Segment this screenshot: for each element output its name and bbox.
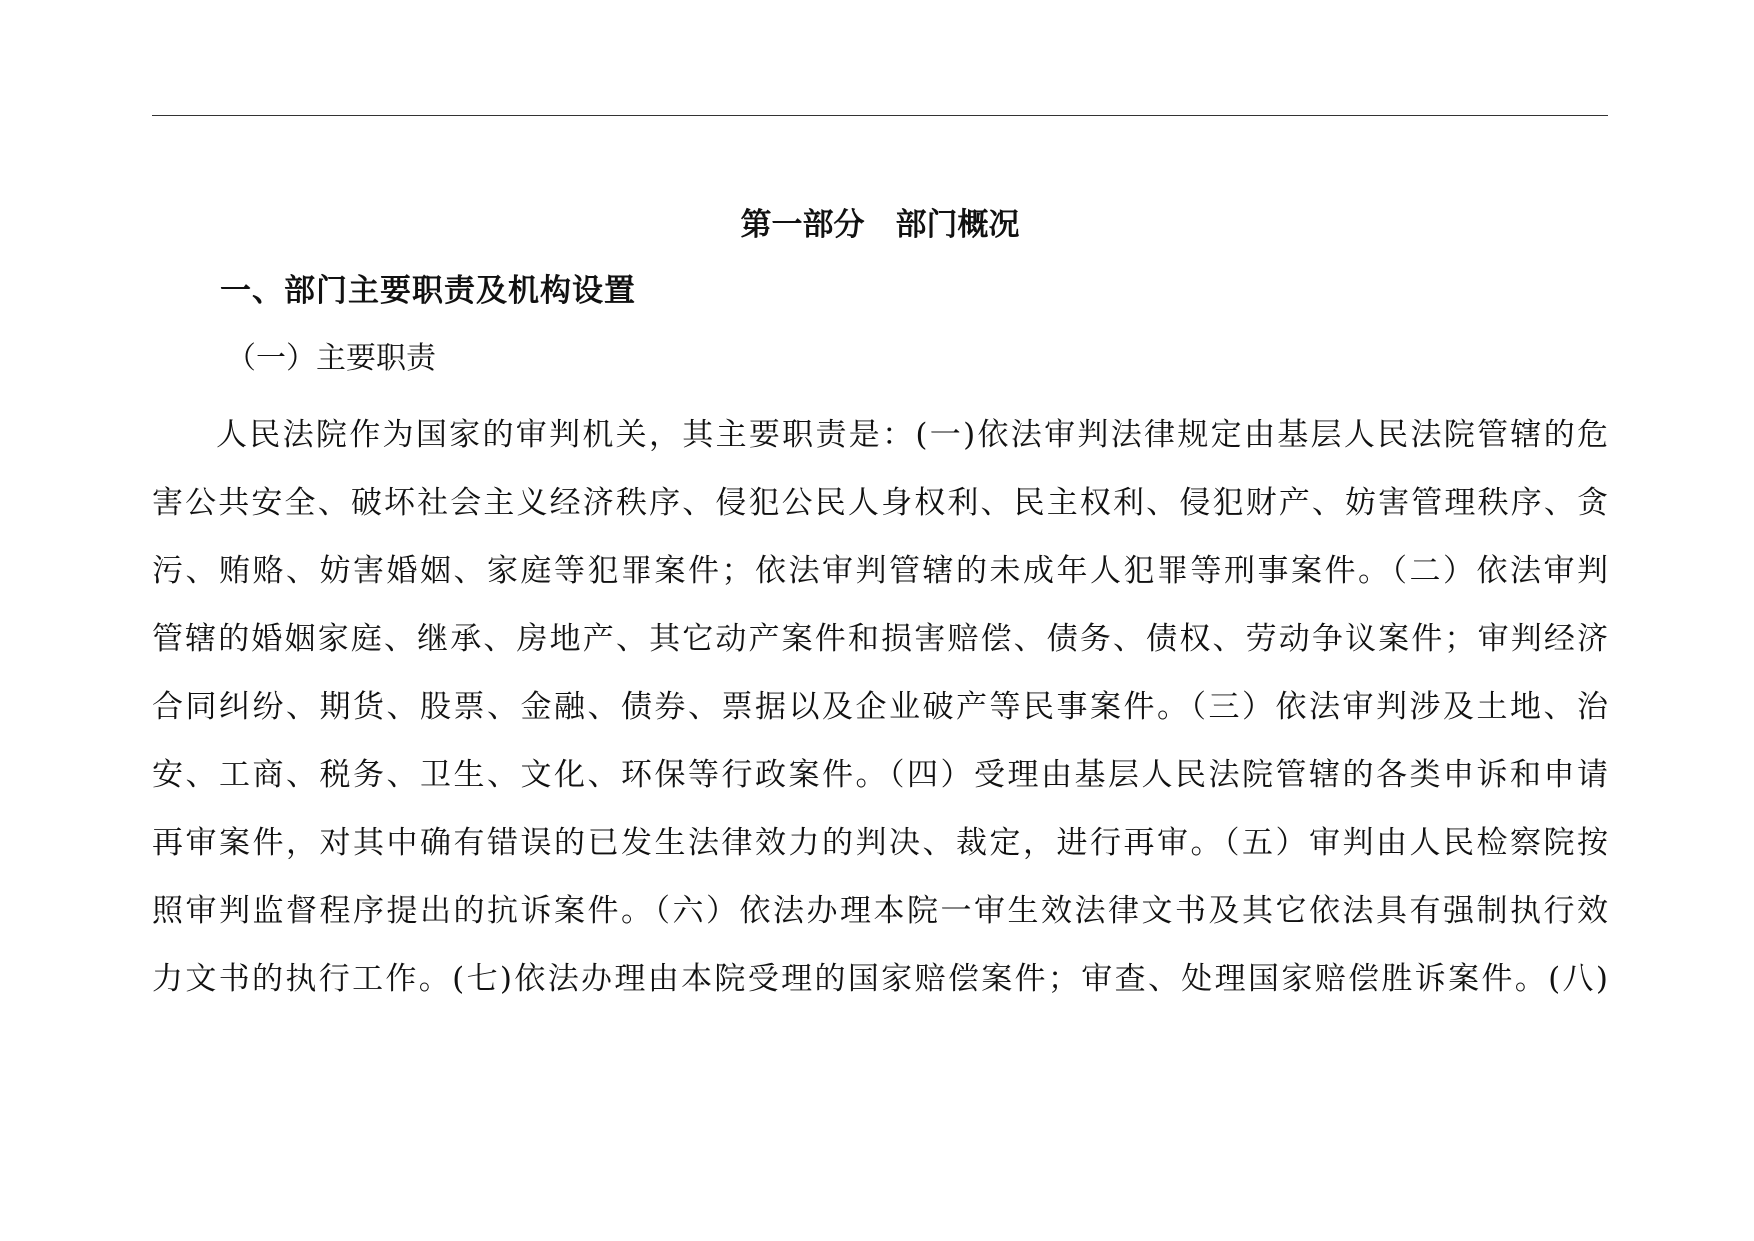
section-heading: 一、部门主要职责及机构设置 — [220, 273, 636, 309]
paragraph-line: 合同纠纷、期货、股票、金融、债券、票据以及企业破产等民事案件。（三）依法审判涉及土地、治 — [152, 689, 1608, 725]
paragraph-line: 再审案件，对其中确有错误的已发生法律效力的判决、裁定，进行再审。（五）审判由人民检察院按 — [152, 825, 1608, 861]
paragraph-line: 害公共安全、破坏社会主义经济秩序、侵犯公民人身权利、民主权利、侵犯财产、妨害管理秩序、贪 — [152, 485, 1608, 521]
paragraph-line: 照审判监督程序提出的抗诉案件。（六）依法办理本院一审生效法律文书及其它依法具有强制执行效 — [152, 893, 1608, 929]
part-title: 第一部分 部门概况 — [740, 207, 1020, 243]
subsection-heading: （一）主要职责 — [226, 341, 436, 376]
header-rule — [152, 115, 1608, 116]
paragraph-line: 安、工商、税务、卫生、文化、环保等行政案件。（四）受理由基层人民法院管辖的各类申诉和申请 — [152, 757, 1608, 793]
duties-paragraph — [152, 401, 1608, 1013]
paragraph-line: 力文书的执行工作。(七)依法办理由本院受理的国家赔偿案件；审查、处理国家赔偿胜诉案件。(八) — [152, 961, 1608, 997]
paragraph-line: 人民法院作为国家的审判机关，其主要职责是：(一)依法审判法律规定由基层人民法院管辖的危 — [216, 417, 1608, 453]
paragraph-line: 管辖的婚姻家庭、继承、房地产、其它动产案件和损害赔偿、债务、债权、劳动争议案件；审判经济 — [152, 621, 1608, 657]
paragraph-line: 污、贿赂、妨害婚姻、家庭等犯罪案件；依法审判管辖的未成年人犯罪等刑事案件。（二）依法审判 — [152, 553, 1608, 589]
